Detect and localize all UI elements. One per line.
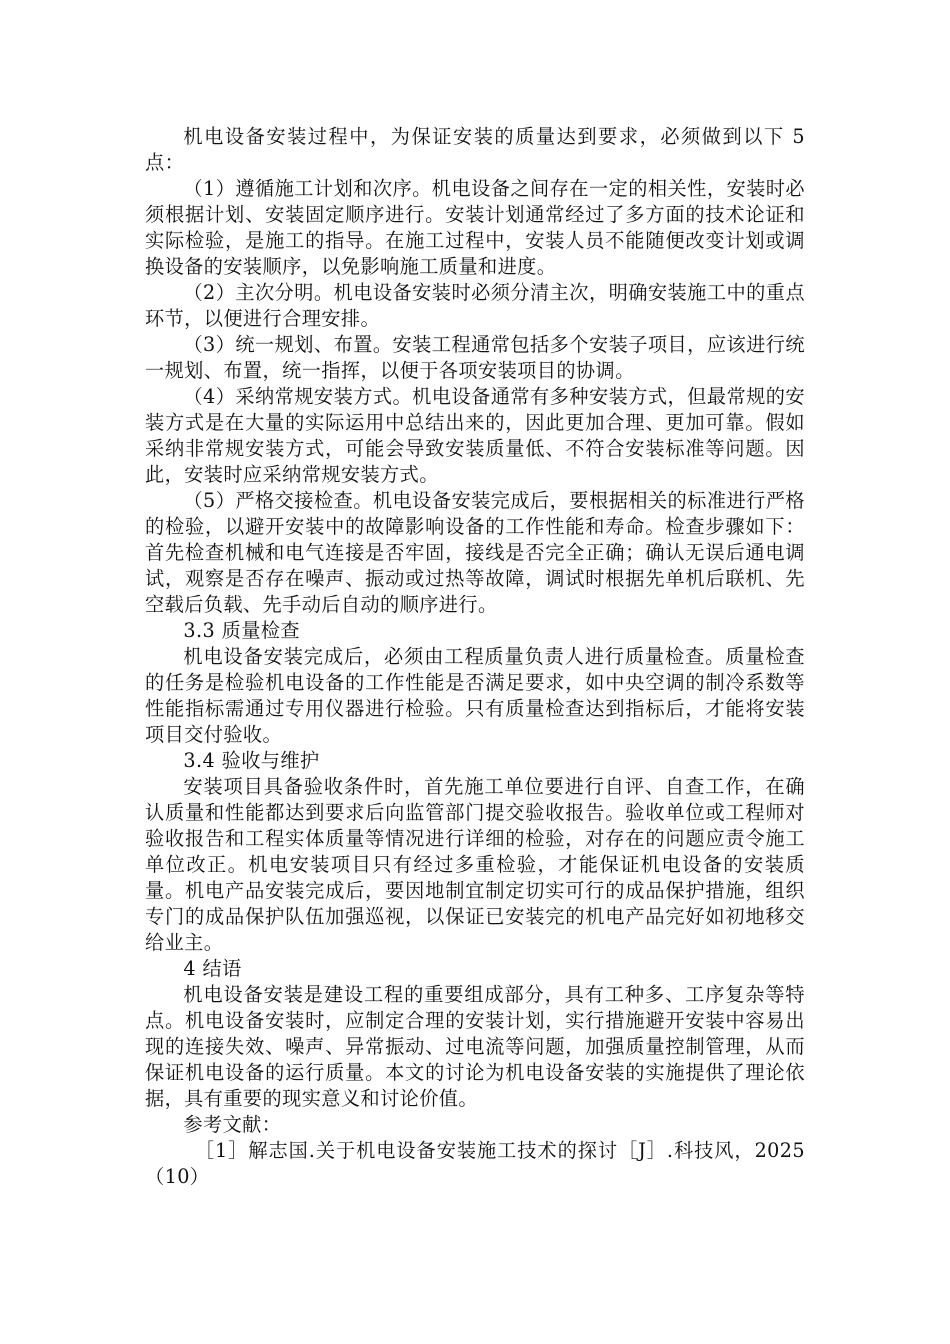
paragraph-intro: 机电设备安装过程中，为保证安装的质量达到要求，必须做到以下 5 点： — [145, 125, 805, 174]
section-heading-3-3: 3.3 质量检查 — [183, 619, 300, 642]
paragraph-point-2: （2）主次分明。机电设备安装时必须分清主次，明确安装施工中的重点环节，以便进行合理安排。 — [145, 281, 805, 330]
paragraph-point-1: （1）遵循施工计划和次序。机电设备之间存在一定的相关性，安装时必须根据计划、安装固定顺序进行。安装计划通常经过了多方面的技术论证和实际检验，是施工的指导。在施工过程中，安装人员不能随便改变计划或调换设备的安装顺序，以免影响施工质量和进度。 — [145, 177, 805, 278]
paragraph-point-3: （3）统一规划、布置。安装工程通常包括多个安装子项目，应该进行统一规划、布置，统一指挥，以便于各项安装项目的协调。 — [145, 333, 805, 382]
paragraph-quality-check: 机电设备安装完成后，必须由工程质量负责人进行质量检查。质量检查的任务是检验机电设备的工作性能是否满足要求，如中央空调的制冷系数等性能指标需通过专用仪器进行检验。只有质量检查达到指标后，才能将安装项目交付验收。 — [145, 645, 805, 746]
section-heading-3-4: 3.4 验收与维护 — [183, 749, 320, 772]
reference-item: ［1］解志国.关于机电设备安装施工技术的探讨［J］.科技风，2025（10） — [145, 1139, 805, 1188]
document-page — [145, 124, 805, 1190]
paragraph-conclusion: 机电设备安装是建设工程的重要组成部分，具有工种多、工序复杂等特点。机电设备安装时，应制定合理的安装计划，实行措施避开安装中容易出现的连接失效、噪声、异常振动、过电流等问题，加强质量控制管理，从而保证机电设备的运行质量。本文的讨论为机电设备安装的实施提供了理论依据，具有重要的现实意义和讨论价值。 — [145, 983, 805, 1110]
paragraph-acceptance: 安装项目具备验收条件时，首先施工单位要进行自评、自查工作，在确认质量和性能都达到要求后向监管部门提交验收报告。验收单位或工程师对验收报告和工程实体质量等情况进行详细的检验，对存在的问题应责令施工单位改正。机电安装项目只有经过多重检验，才能保证机电设备的安装质量。机电产品安装完成后，要因地制宜制定切实可行的成品保护措施，组织专门的成品保护队伍加强巡视，以保证已安装完的机电产品完好如初地移交给业主。 — [145, 775, 805, 954]
paragraph-point-4: （4）采纳常规安装方式。机电设备通常有多种安装方式，但最常规的安装方式是在大量的实际运用中总结出来的，因此更加合理、更加可靠。假如采纳非常规安装方式，可能会导致安装质量低、不符合安装标准等问题。因此，安装时应采纳常规安装方式。 — [145, 385, 805, 486]
references-heading: 参考文献： — [183, 1113, 282, 1136]
paragraph-point-5: （5）严格交接检查。机电设备安装完成后，要根据相关的标准进行严格的检验，以避开安装中的故障影响设备的工作性能和寿命。检查步骤如下：首先检查机械和电气连接是否牢固，接线是否完全正确；确认无误后通电调试，观察是否存在噪声、振动或过热等故障，调试时根据先单机后联机、先空载后负载、先手动后自动的顺序进行。 — [145, 489, 805, 616]
section-heading-4: 4 结语 — [183, 957, 242, 980]
